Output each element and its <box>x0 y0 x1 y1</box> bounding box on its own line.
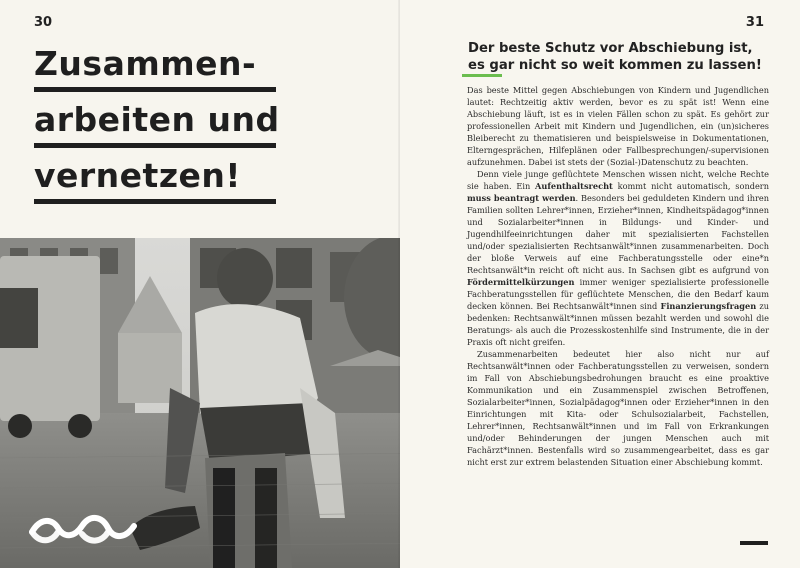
bottom-marker-bar <box>740 541 768 545</box>
page-number-right: 31 <box>745 15 764 30</box>
text-run: kommt nicht automatisch, sondern <box>612 181 769 191</box>
page-number-left: 30 <box>34 15 53 30</box>
text-run: Das beste Mittel gegen Abschiebungen von Kindern und Jugendlichen lautet: Rechtzeitig aktiv werden, bevor es zu spät ist! Wenn eine Abschiebung läuft, ist es in vielen Fällen schon zu spät. Es gehört zur professionellen Arbeit mit Kindern und Jugendlichen, ein (un)sicheres Bleiberecht zu thematisieren und beispielsweise in Dokumentationen, Elterngesprächen, Hilfeplänen oder Fallbesprechungen/-supervisionen aufzunehmen. Dabei ist stets der (Sozial-)Datenschutz zu beachten. <box>467 85 769 167</box>
bold-term: Fördermittelkürzungen <box>467 277 575 287</box>
chapter-heading <box>34 44 279 212</box>
text-run: zu bedenken: Rechtsanwält*innen müssen bezahlt werden und sowohl die Beratungs- als auch die Prozesskostenhilfe sind Instrumente, die in der Praxis oft nicht greifen. <box>467 301 769 347</box>
section-subheading: Der beste Schutz vor Abschiebung ist, es gar nicht so weit kommen zu lassen! <box>468 41 762 73</box>
wave-chain-logo-icon <box>28 514 138 544</box>
accent-underline <box>462 74 502 77</box>
text-run: . Besonders bei geduldeten Kindern und ihren Familien sollten Lehrer*innen, Erzieher*innen, Kindheitspädagog*innen und Sozialarbeiter*innen in Bildungs- und Kinder- und Jugendhilfeeinrichtungen daher mit spezialisierten Fachstellen und/oder spezialisierten Rechtsanwält*innen zusammenarbeiten. Doch der bloße Verweis auf eine Fachberatungsstelle oder eine*n Rechtsanwält*in reicht oft nicht aus. In Sachsen gibt es aufgrund von <box>467 193 769 275</box>
paragraph-2 <box>467 168 769 348</box>
bold-term: Finanzierungsfragen <box>660 301 757 311</box>
heading-line-2: arbeiten und <box>34 100 280 139</box>
heading-rule-2 <box>34 143 276 148</box>
bold-term: muss beantragt werden <box>467 193 576 203</box>
heading-rule-1 <box>34 87 276 92</box>
paragraph-3 <box>467 348 769 468</box>
text-run: Denn viele junge geflüchtete Menschen wissen nicht, welche Rechte sie haben. Ein <box>467 169 769 191</box>
text-run: Zusammenarbeiten bedeutet hier also nicht nur auf Rechtsanwält*innen oder Fachberatungsstellen zu verweisen, sondern im Fall von Abschiebungsbedrohungen braucht es eine proaktive Kommunikation und ein Zusammenspiel zwischen Betroffenen, Sozialarbeiter*innen, Sozialpädagog*innen oder Erzieher*innen in den Einrichtungen mit Kita- oder Schulsozialarbeit, Fachstellen, Lehrer*innen, Rechtsanwält*innen und im Fall von Erkrankungen und/oder Behinderungen der jungen Menschen auch mit Fachärzt*innen. Bestenfalls wird so zusammengearbeitet, dass es gar nicht erst zur extrem belastenden Situation einer Abschiebung kommt. <box>467 349 769 467</box>
paragraph-1 <box>467 84 769 168</box>
body-text <box>467 84 769 468</box>
heading-rule-3 <box>34 199 276 204</box>
heading-line-1: Zusammen- <box>34 44 257 83</box>
bold-term: Aufenthaltsrecht <box>535 181 613 191</box>
text-run: immer weniger spezialisierte professionelle Fachberatungsstellen für geflüchtete Menschen, die den Bedarf kaum decken können. Bei Rechtsanwält*innen sind <box>467 277 769 311</box>
heading-line-3: vernetzen! <box>34 156 241 195</box>
